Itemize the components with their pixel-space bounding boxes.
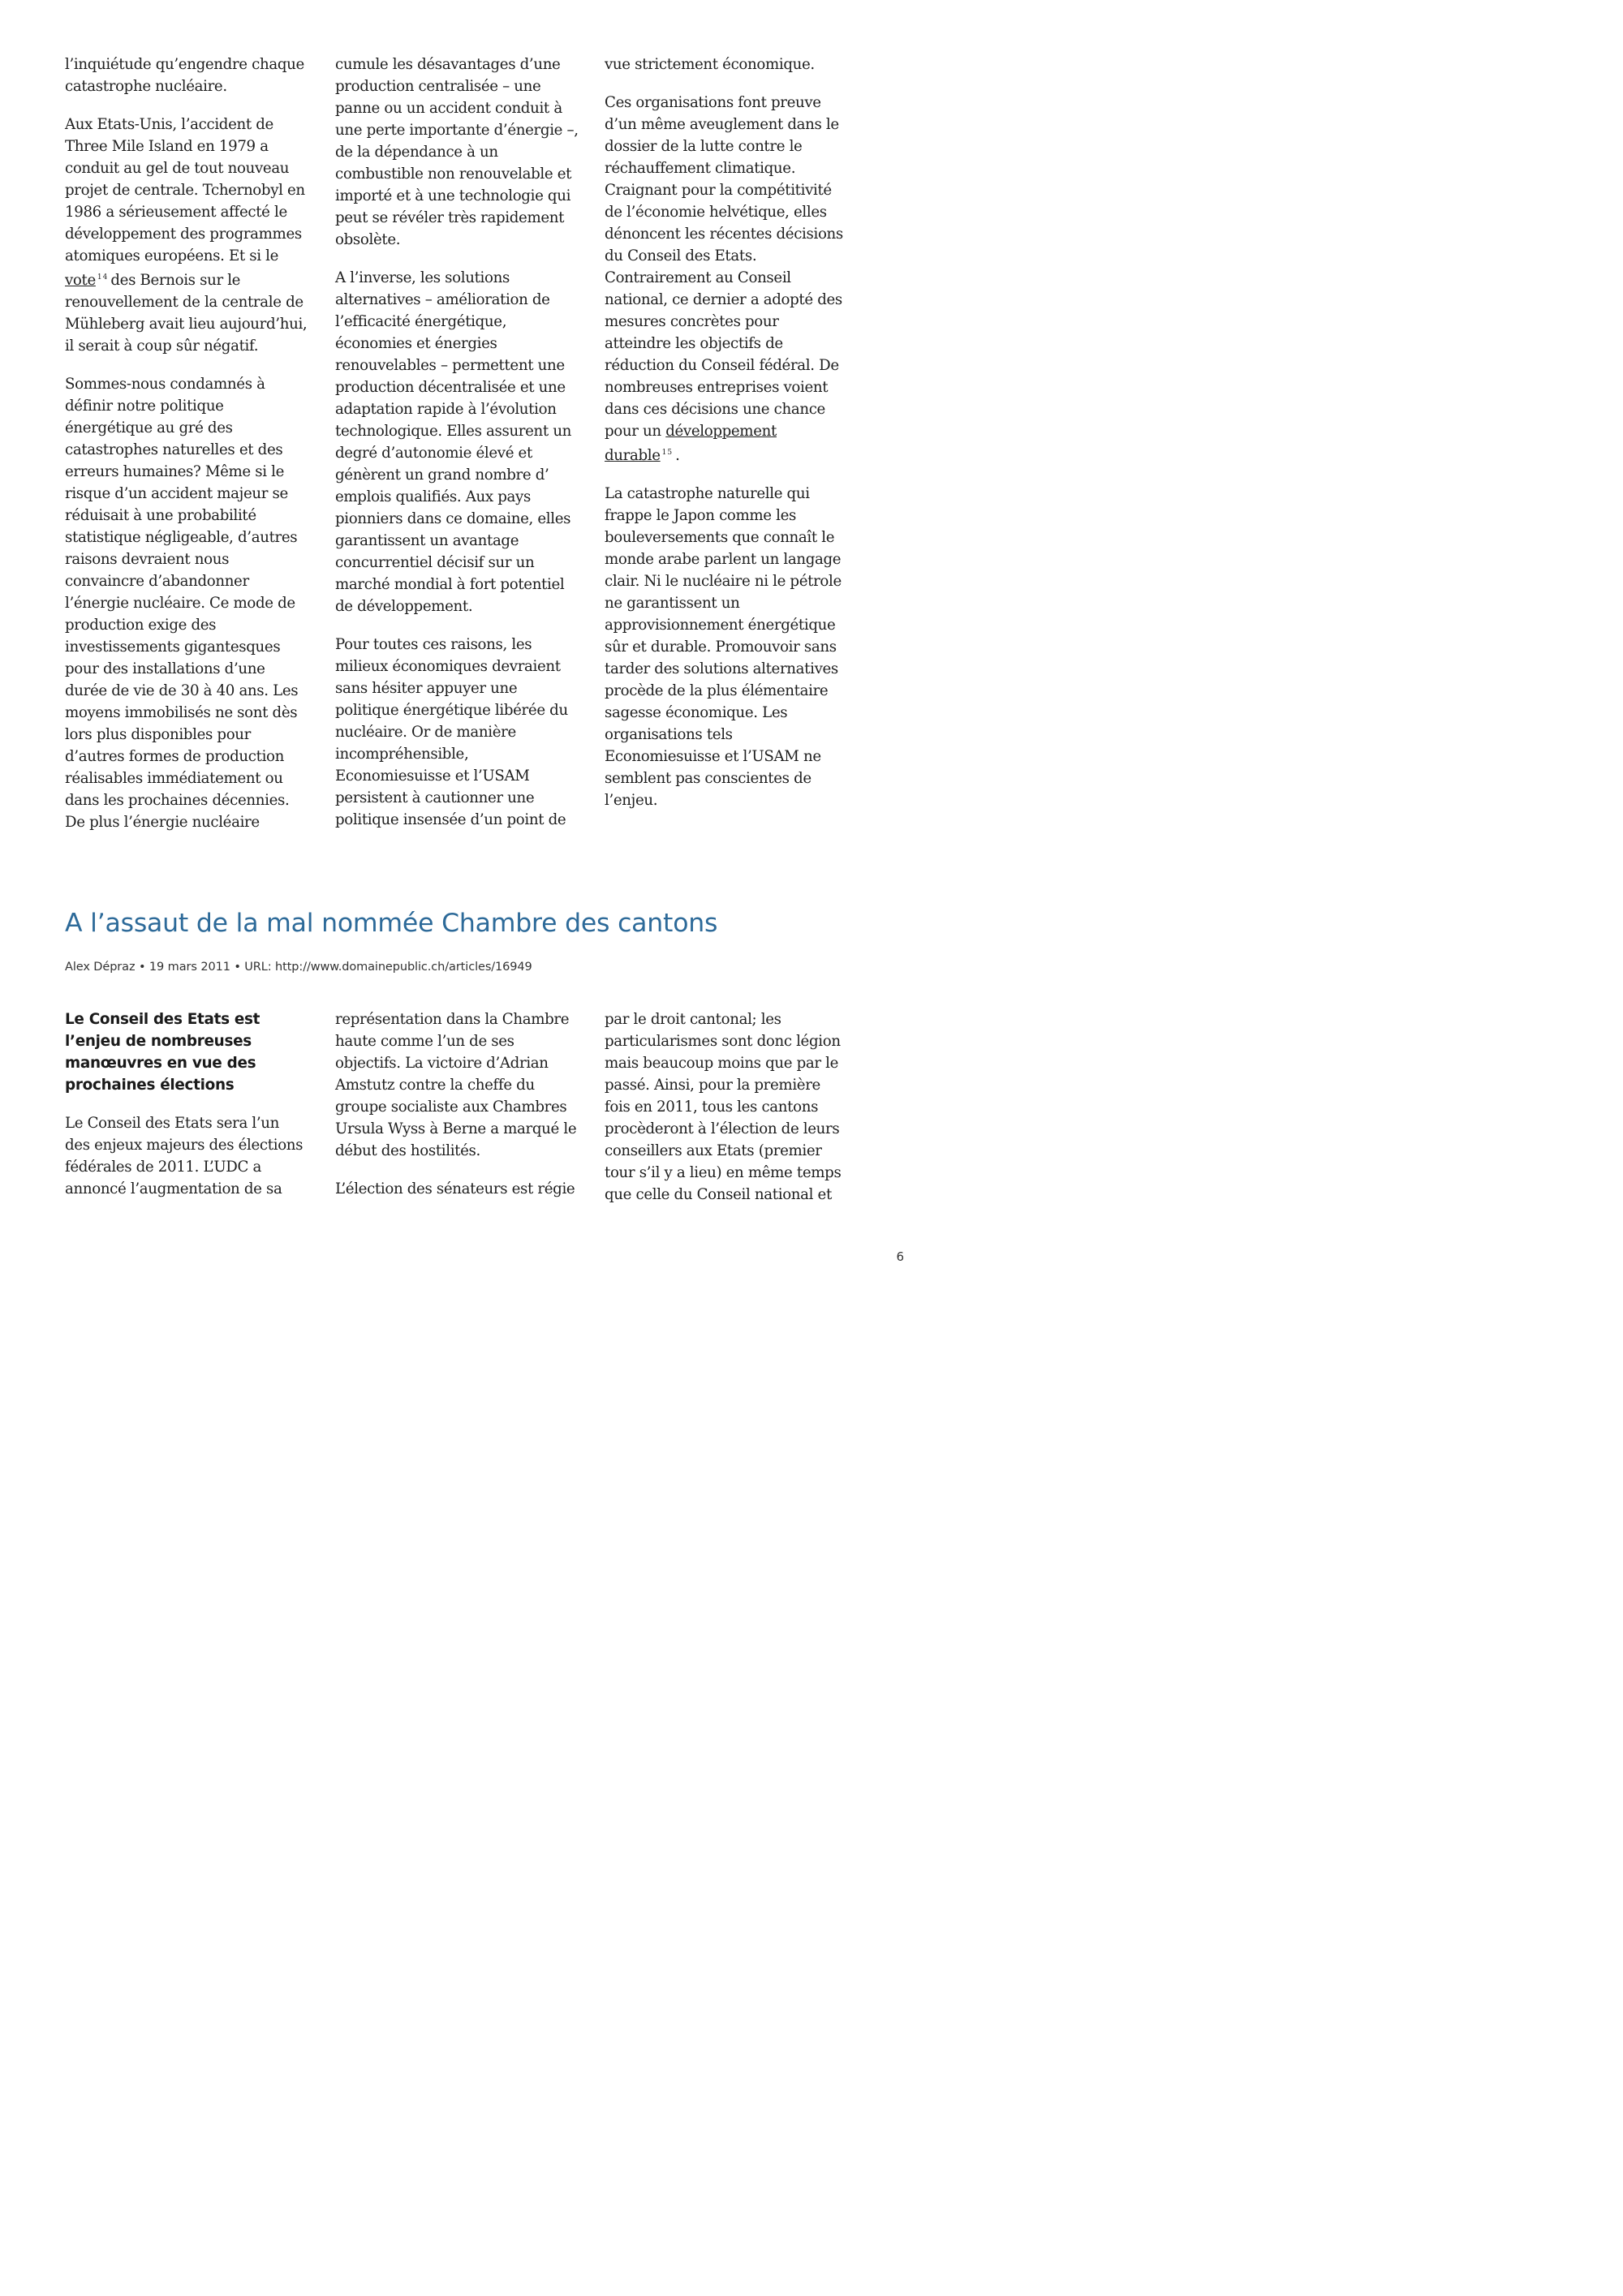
paragraph: [605, 92, 848, 467]
text: .: [675, 447, 680, 465]
article2-column-2: [335, 1008, 579, 1216]
paragraph: [65, 114, 308, 357]
footnote-ref: 14: [97, 273, 109, 282]
vote-link[interactable]: vote: [65, 272, 96, 290]
paragraph: cumule les désavantages d’une production centralisée – une panne ou un accident conduit à une perte importante d’énergie –, de la dépendance à un combustible non renouvelable et importé et à une technologie qui peut se révéler très rapidement obsolète.: [335, 56, 579, 248]
article2-column-1: [65, 1008, 308, 1216]
paragraph: représentation dans la Chambre haute comme l’un de ses objectifs. La victoire d’Adrian Amstutz contre la cheffe du groupe socialiste aux Chambres Ursula Wyss à Berne a marqué le début des hostilités.: [335, 1011, 577, 1159]
paragraph: A l’inverse, les solutions alternatives – amélioration de l’efficacité énergétique, économies et énergies renouvelables – permettent une production décentralisée et une adaptation rapide à l’évolution technologique. Elles assurent un degré d’autonomie élevé et génèrent un grand nombre d’ emplois qualifiés. Aux pays pionniers dans ce domaine, elles garantissent un avantage concurrentiel décisif sur un marché mondial à fort potentiel de développement.: [335, 269, 572, 615]
paragraph: Sommes-nous condamnés à définir notre politique énergétique au gré des catastrophes naturelles et des erreurs humaines? Même si le risque d’un accident majeur se réduisait à une probabilité statistique négligeable, d’autres raisons devraient nous convaincre d’abandonner l’énergie nucléaire. Ce mode de production exige des investissements gigantesques pour des installations d’une durée de vie de 30 à 40 ans. Les moyens immobilisés ne sont dès lors plus disponibles pour d’autres formes de production réalisables immédiatement ou dans les prochaines décennies. De plus l’énergie nucléaire: [65, 376, 299, 832]
paragraph: La catastrophe naturelle qui frappe le Japon comme les bouleversements que connaît le monde arabe parlent un langage clair. Ni le nucléaire ni le pétrole ne garantissent un approvisionnement énergétique sûr et durable. Promouvoir sans tarder des solutions alternatives procède de la plus élémentaire sagesse économique. Les organisations tels Economiesuisse et l’USAM ne semblent pas conscientes de l’enjeu.: [605, 485, 842, 810]
paragraph: vue strictement économique.: [605, 56, 815, 73]
paragraph: l’inquiétude qu’engendre chaque catastrophe nucléaire.: [65, 56, 304, 95]
article-title: A l’assaut de la mal nommée Chambre des cantons: [65, 909, 718, 938]
article-lead: Le Conseil des Etats est l’enjeu de nombreuses manœuvres en vue des prochaines élections: [65, 1011, 260, 1094]
paragraph: L’élection des sénateurs est régie: [335, 1180, 575, 1197]
article2-column-3: [605, 1008, 848, 1222]
page-number: 6: [896, 1249, 904, 1264]
article1-column-3: [605, 54, 848, 828]
footnote-ref: 15: [661, 449, 674, 457]
paragraph: Le Conseil des Etats sera l’un des enjeux majeurs des élections fédérales de 2011. L’UDC a annoncé l’augmentation de sa: [65, 1115, 304, 1197]
text: Aux Etats-Unis, l’accident de Three Mile Island en 1979 a conduit au gel de tout nouveau projet de centrale. Tchernobyl en 1986 a sérieusement affecté le développement des programmes atomiques européens. Et si le: [65, 116, 305, 264]
paragraph: par le droit cantonal; les particularismes sont donc légion mais beaucoup moins que par le passé. Ainsi, pour la première fois en 2011, tous les cantons procèderont à l’élection de leurs conseillers aux Etats (premier tour s’il y a lieu) en même temps que celle du Conseil national et: [605, 1011, 842, 1203]
text: des Bernois sur le renouvellement de la centrale de Mühleberg avait lieu aujourd’hui, il serait à coup sûr négatif.: [65, 272, 308, 355]
article1-column-2: [335, 54, 579, 847]
article1-column-1: [65, 54, 308, 849]
article-byline: Alex Dépraz • 19 mars 2011 • URL: http://www.domainepublic.ch/articles/16949: [65, 961, 532, 974]
developpement-durable-link[interactable]: développement durable: [605, 423, 777, 465]
paragraph: Pour toutes ces raisons, les milieux économiques devraient sans hésiter appuyer une politique énergétique libérée du nucléaire. Or de manière incompréhensible, Economiesuisse et l’USAM persistent à cautionner une politique insensée d’un point de: [335, 636, 568, 828]
text: Ces organisations font preuve d’un même aveuglement dans le dossier de la lutte contre le réchauffement climatique. Craignant pour la compétitivité de l’économie helvétique, elles dénoncent les récentes décisions du Conseil des Etats. Contrairement au Conseil national, ce dernier a adopté des mesures concrètes pour atteindre les objectifs de réduction du Conseil fédéral. De nombreuses entreprises voient dans ces décisions une chance pour un: [605, 94, 843, 440]
